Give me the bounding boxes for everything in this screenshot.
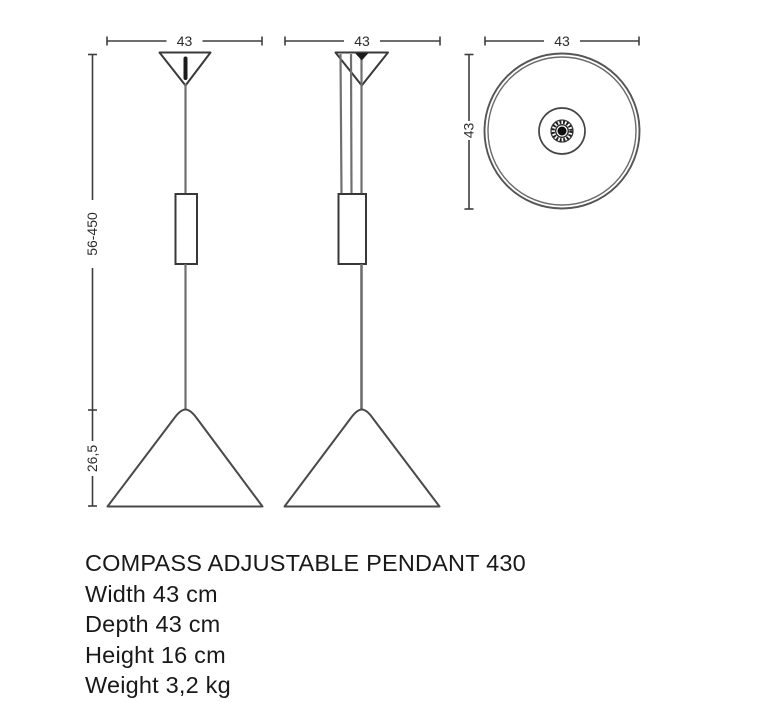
- product-title: COMPASS ADJUSTABLE PENDANT 430: [85, 550, 526, 576]
- front-view: [84, 33, 263, 507]
- side-shade-cone: [285, 410, 440, 507]
- front-drop-dimension: [88, 55, 97, 507]
- side-width-label: 43: [354, 33, 370, 49]
- front-drop-label: 56-450: [84, 212, 100, 256]
- front-shade-height-label: 26,5: [84, 444, 100, 473]
- top-view: [461, 33, 640, 209]
- spec-height: Height 16 cm: [85, 641, 226, 668]
- front-shade-cone: [108, 410, 263, 507]
- spec-weight: Weight 3,2 kg: [85, 672, 231, 699]
- top-width-label: 43: [554, 33, 570, 49]
- spec-depth: Depth 43 cm: [85, 611, 221, 638]
- spec-block: [85, 548, 526, 701]
- side-cord-adjuster: [339, 194, 367, 264]
- front-cord-adjuster: [176, 194, 198, 264]
- front-width-label: 43: [176, 33, 193, 49]
- top-depth-label: 43: [460, 122, 477, 139]
- side-view: [285, 33, 441, 507]
- spec-width: Width 43 cm: [85, 580, 218, 607]
